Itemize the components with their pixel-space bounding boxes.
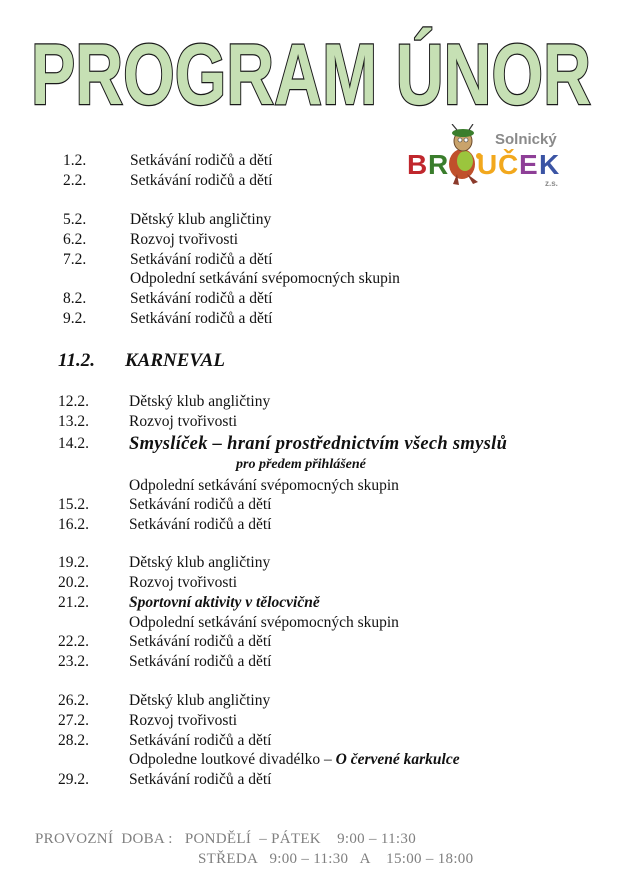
schedule-activity: Rozvoj tvořivosti (129, 574, 238, 591)
schedule-activity: Odpolední setkávání svépomocných skupin (129, 614, 399, 631)
logo-letter-r: R (428, 149, 449, 180)
schedule-date: 22.2. (58, 633, 89, 650)
schedule-activity: Rozvoj tvořivosti (129, 712, 238, 729)
page-title-text: PROGRAM ÚNOR (31, 27, 591, 123)
schedule-activity: Setkávání rodičů a dětí (129, 771, 272, 788)
schedule-date: 7.2. (63, 251, 87, 268)
schedule-date: 14.2. (58, 435, 89, 452)
schedule-activity: Dětský klub angličtiny (129, 554, 271, 571)
schedule-activity: Setkávání rodičů a dětí (130, 310, 273, 327)
schedule-date: 11.2. (58, 350, 95, 371)
organization-logo (407, 124, 577, 190)
schedule-activity: Setkávání rodičů a dětí (130, 152, 273, 169)
schedule-date: 28.2. (58, 732, 89, 749)
opening-hours-line-2: STŘEDA 9:00 – 11:30 A 15:00 – 18:00 (198, 851, 474, 867)
logo-letter-u: U (477, 149, 498, 180)
schedule-activity (129, 750, 460, 769)
schedule-activity: Dětský klub angličtiny (129, 393, 271, 410)
schedule-activity: Setkávání rodičů a dětí (130, 172, 273, 189)
schedule-activity: Setkávání rodičů a dětí (129, 516, 272, 533)
logo-letter-b: B (407, 149, 428, 180)
schedule-activity: Odpolední setkávání svépomocných skupin (129, 477, 399, 494)
schedule-date: 26.2. (58, 692, 89, 709)
schedule-date: 12.2. (58, 393, 89, 410)
schedule-activity-featured: Smyslíček – hraní prostřednictvím všech smyslů (129, 434, 508, 454)
logo-letter-e: E (519, 149, 538, 180)
schedule-activity-emphasis: Sportovní aktivity v tělocvičně (129, 594, 320, 611)
schedule-activity: Setkávání rodičů a dětí (129, 633, 272, 650)
schedule-date: 8.2. (63, 290, 87, 307)
schedule-date: 20.2. (58, 574, 89, 591)
logo-letter-c: Č (498, 149, 519, 180)
schedule-date: 6.2. (63, 231, 87, 248)
schedule-date: 2.2. (63, 172, 87, 189)
schedule-activity: Setkávání rodičů a dětí (129, 732, 272, 749)
logo-suffix: z.s. (545, 179, 558, 188)
schedule-date: 21.2. (58, 594, 89, 611)
schedule-activity-emphasis: O červené karkulce (335, 751, 460, 768)
schedule-activity: Setkávání rodičů a dětí (130, 290, 273, 307)
schedule-date: 27.2. (58, 712, 89, 729)
schedule-activity: Rozvoj tvořivosti (130, 231, 239, 248)
schedule-activity-text: Odpoledne loutkové divadélko – (129, 751, 336, 768)
opening-hours-line-1: PROVOZNÍ DOBA : PONDĚLÍ – PÁTEK 9:00 – 11:30 (35, 831, 416, 847)
logo-letter-k: K (539, 149, 560, 180)
schedule-date: 1.2. (63, 152, 87, 169)
logo-top-word: Solnický (495, 131, 557, 148)
schedule-date: 13.2. (58, 413, 89, 430)
schedule-date: 15.2. (58, 496, 89, 513)
schedule-date: 9.2. (63, 310, 87, 327)
schedule-activity: KARNEVAL (125, 350, 225, 371)
schedule-activity: Dětský klub angličtiny (129, 692, 271, 709)
schedule-date: 5.2. (63, 211, 87, 228)
schedule-date: 23.2. (58, 653, 89, 670)
schedule-date: 19.2. (58, 554, 89, 571)
schedule-date: 16.2. (58, 516, 89, 533)
schedule-note: pro předem přihlášené (236, 457, 366, 472)
schedule-activity: Setkávání rodičů a dětí (130, 251, 273, 268)
schedule-activity: Setkávání rodičů a dětí (129, 653, 272, 670)
schedule-activity: Setkávání rodičů a dětí (129, 496, 272, 513)
page-title (0, 18, 623, 128)
schedule-activity: Odpolední setkávání svépomocných skupin (130, 270, 400, 287)
schedule-activity: Dětský klub angličtiny (130, 211, 272, 228)
schedule-date: 29.2. (58, 771, 89, 788)
schedule-activity: Rozvoj tvořivosti (129, 413, 238, 430)
